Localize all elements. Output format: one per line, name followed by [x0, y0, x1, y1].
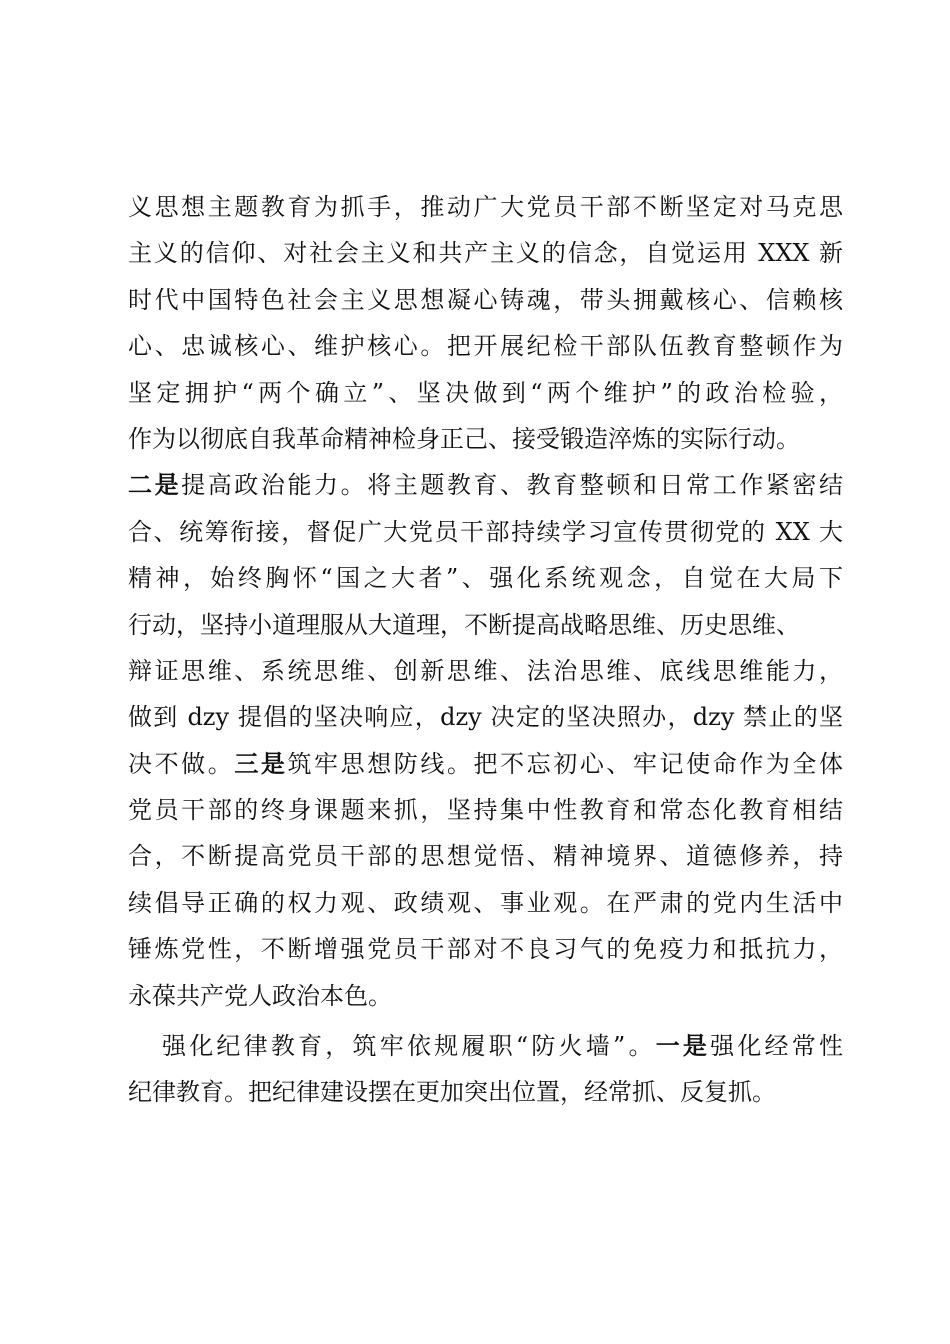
text-segment: 强化纪律教育，筑牢依规履职“防火墙”。 [162, 1032, 656, 1061]
text-segment: 筑牢思想防线。把不忘初心、牢记使命作为全体 [287, 749, 843, 778]
text-line: 合、统筹衔接，督促广大党员干部持续学习宣传贯彻党的 XX 大 [128, 517, 843, 546]
text-line: 做到 dzy 提倡的坚决响应，dzy 决定的坚决照办，dzy 禁止的坚 [128, 703, 843, 732]
text-segment: 决不做。 [128, 749, 235, 778]
text-line: 锤炼党性，不断增强党员干部对不良习气的免疫力和抵抗力， [128, 935, 843, 964]
text-line: 精神，始终胸怀“国之大者”、强化系统观念，自觉在大局下 [128, 564, 843, 593]
text-line: 坚定拥护“两个确立”、坚决做到“两个维护”的政治检验， [128, 378, 843, 407]
emphasis-label: 三是 [234, 749, 288, 778]
text-line: 续倡导正确的权力观、政绩观、事业观。在严肃的党内生活中 [128, 888, 843, 917]
text-line: 义思想主题教育为抓手，推动广大党员干部不断坚定对马克思 [128, 193, 843, 221]
body-text [128, 184, 843, 1116]
text-line: 纪律教育。把纪律建设摆在更加突出位置，经常抓、反复抓。 [128, 1078, 776, 1107]
text-line: 时代中国特色社会主义思想凝心铸魂，带头拥戴核心、信赖核 [128, 285, 843, 314]
text-line: 心、忠诚核心、维护核心。把开展纪检干部队伍教育整顿作为 [128, 332, 843, 361]
text-line: 党员干部的终身课题来抓，坚持集中性教育和常态化教育相结 [128, 796, 843, 825]
text-line: 辩证思维、系统思维、创新思维、法治思维、底线思维能力， [128, 656, 843, 685]
text-segment: 提高政治能力。将主题教育、教育整顿和日常工作紧密结 [181, 471, 843, 500]
text-line [128, 1023, 843, 1069]
text-line: 永葆共产党人政治本色。 [128, 981, 392, 1010]
text-line: 作为以彻底自我革命精神检身正己、接受锻造淬炼的实际行动。 [128, 424, 800, 453]
text-segment: 强化经常性 [710, 1032, 843, 1061]
text-line: 行动，坚持小道理服从大道理，不断提高战略思维、历史思维、 [128, 610, 800, 639]
emphasis-label: 二是 [128, 471, 182, 500]
text-line: 主义的信仰、对社会主义和共产主义的信念，自觉运用 XXX 新 [128, 239, 843, 268]
text-line [128, 741, 843, 787]
text-line [128, 462, 843, 508]
emphasis-label: 一是 [655, 1032, 711, 1061]
text-line: 合，不断提高党员干部的思想觉悟、精神境界、道德修养，持 [128, 842, 843, 871]
